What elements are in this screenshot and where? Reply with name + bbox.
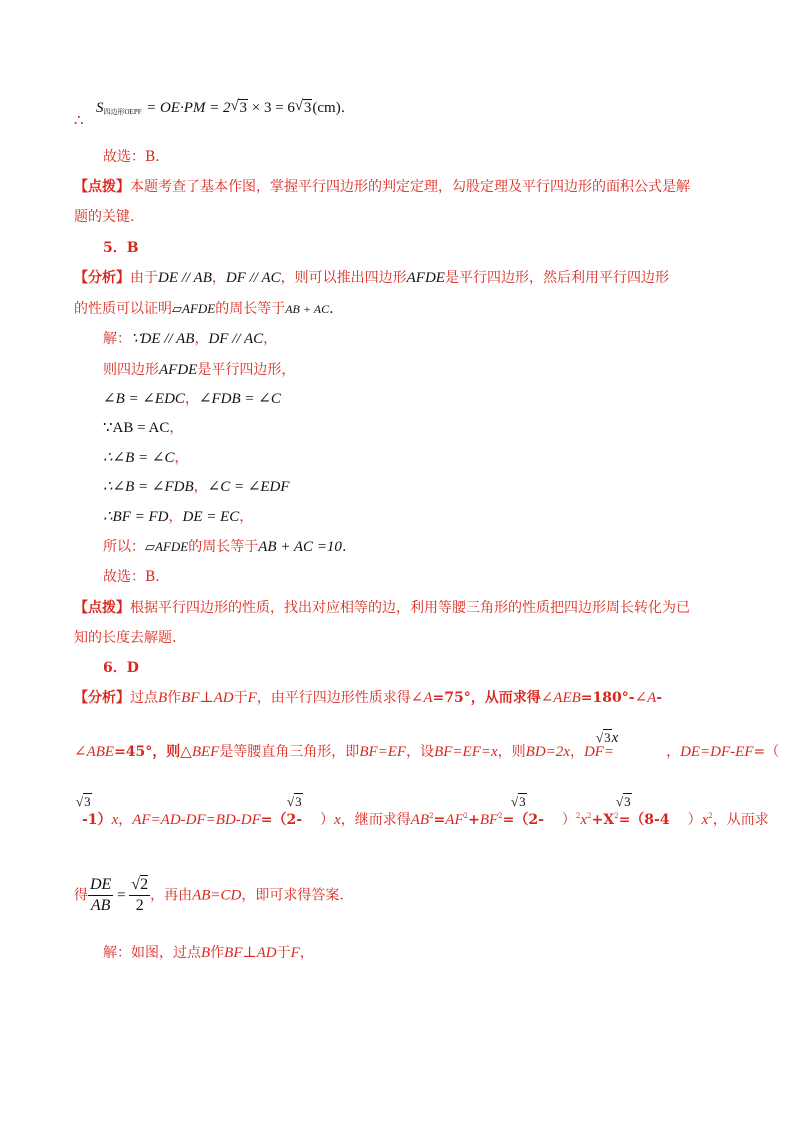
q5-hint-line1: 【点拨】根据平行四边形的性质，找出对应相等的边，利用等腰三角形的性质把四边形周长转化为已 (74, 600, 690, 616)
q6-solution-line1: 解：如图，过点B作BF⊥AD于F， (103, 945, 314, 961)
q6-analysis-line2: ∠ABE=45°，则△BEF是等腰直角三角形，即BF=EF，设BF=EF=x，则BD=2x，DF= ，DE=DF-EF=（ (74, 744, 780, 760)
sqrt-3: √3 (616, 794, 631, 809)
q5-solution-line1: 解：∵DE // AB，DF // AC， (103, 331, 278, 347)
q5-solution-line8: 所以：▱AFDE的周长等于AB + AC =10. (103, 539, 347, 555)
q5-solution-line2: 则四边形AFDE是平行四边形， (103, 362, 296, 378)
q5-solution-line6: ∴∠B = ∠FDB，∠C = ∠EDF (103, 479, 290, 495)
sqrt-3: √3 (511, 794, 526, 809)
q6-analysis-line4: 得 $\frac{DE}{AB}$ = $\frac{√2}{2}$ ，再由AB=CD，即可求得答案. (74, 876, 344, 914)
sqrt-3: √3 (76, 794, 91, 809)
sqrt-3x: √3x (596, 730, 619, 746)
area-label: $S_{四边形OEPF}$ (96, 100, 142, 116)
q5-solution-line4: ∵AB = AC， (103, 420, 184, 436)
sqrt: √ 3 (230, 98, 247, 116)
question-5-header: 5．B (103, 240, 139, 256)
hint-paragraph-cont: 题的关键. (74, 209, 135, 225)
q5-analysis-line2: 的性质可以证明▱AFDE的周长等于AB + AC. (74, 301, 334, 317)
q5-answer: 故选：B. (103, 569, 160, 585)
therefore-symbol: ∴ (74, 111, 84, 129)
sqrt: √ 3 (294, 98, 312, 116)
area-formula: $S_{四边形OEPF} = OE\cdot PM = 2$ √ 3 × 3 = 6 √ 3(cm). (96, 98, 346, 116)
fraction-de-ab: $\frac{DE}{AB}$ (90, 876, 112, 914)
q5-analysis-line1: 【分析】由于DE // AB，DF // AC，则可以推出四边形AFDE是平行四边形，然后利用平行四边形 (74, 270, 669, 286)
fraction-sqrt2-2: $\frac{√2}{2}$ (131, 876, 149, 914)
q5-solution-line3: ∠B = ∠EDC，∠FDB = ∠C (103, 391, 281, 407)
answer-line: 故选：B. (103, 149, 160, 165)
q5-solution-line5: ∴∠B = ∠C， (103, 450, 189, 466)
hint-paragraph: 【点拨】本题考查了基本作图，掌握平行四边形的判定定理，勾股定理及平行四边形的面积公式是解 (74, 179, 690, 195)
sqrt-3: √3 (287, 794, 302, 809)
q6-analysis-line1: 【分析】过点B作BF⊥AD于F，由平行四边形性质求得∠A=75°，从而求得∠AEB=180°-∠A- (74, 690, 663, 706)
q5-hint-line2: 知的长度去解题. (74, 630, 177, 646)
q5-solution-line7: ∴BF = FD，DE = EC， (103, 509, 254, 525)
question-6-header: 6．D (103, 660, 139, 676)
q6-analysis-line3: -1）x，AF=AD-DF=BD-DF=（2- ）x，继而求得$AB^2=AF^2+BF^2=(2-$ ）$^2x^2+X^2=(8-4$ ）$x^2$，从而求 (82, 812, 769, 828)
